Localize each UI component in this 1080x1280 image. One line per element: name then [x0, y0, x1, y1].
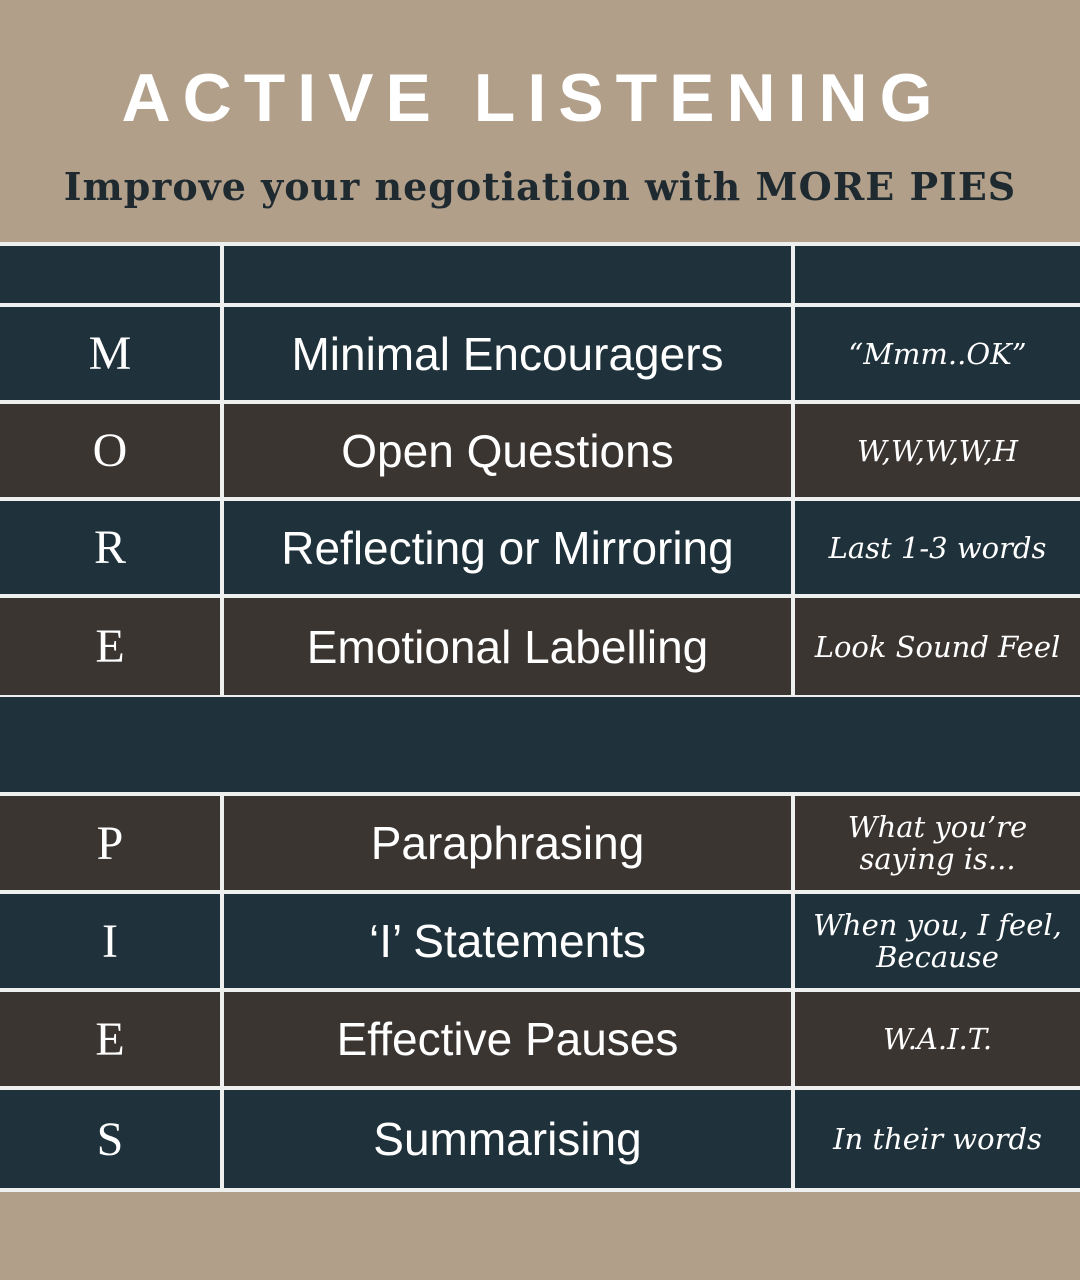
row-hint-cell	[795, 598, 1080, 695]
row-term: Paraphrasing	[370, 817, 645, 869]
row-hint-cell	[795, 404, 1080, 497]
row-letter-cell	[0, 501, 220, 594]
row-letter: S	[96, 1112, 124, 1166]
row-letter-cell	[0, 307, 220, 400]
row-term: Open Questions	[341, 424, 674, 477]
row-letter: E	[95, 1012, 125, 1066]
row-term-cell	[224, 796, 791, 890]
table-row-e2	[0, 992, 1080, 1086]
footer-band	[0, 1192, 1080, 1280]
row-term-cell	[224, 404, 791, 497]
row-hint-cell	[795, 894, 1080, 988]
row-term-cell	[224, 1090, 791, 1188]
row-letter: E	[95, 620, 125, 673]
row-letter: I	[102, 914, 118, 968]
table-row-s	[0, 1090, 1080, 1188]
row-term-cell	[224, 501, 791, 594]
row-hint-cell	[795, 992, 1080, 1086]
header-row	[0, 246, 1080, 303]
row-term: Effective Pauses	[336, 1013, 679, 1065]
row-hint: Look Sound Feel	[814, 629, 1061, 664]
row-letter-cell	[0, 404, 220, 497]
row-letter-cell	[0, 894, 220, 988]
page-subtitle: Improve your negotiation with MORE PIES	[63, 164, 1017, 209]
row-term-cell	[224, 894, 791, 988]
separator-band	[0, 697, 1080, 792]
row-term-cell	[224, 992, 791, 1086]
table-row-i	[0, 894, 1080, 988]
row-term-cell	[224, 598, 791, 695]
table-row-o	[0, 404, 1080, 497]
row-letter: O	[92, 424, 128, 477]
row-hint-cell	[795, 307, 1080, 400]
row-hint: In their words	[833, 1122, 1042, 1156]
row-letter-cell	[0, 1090, 220, 1188]
row-hint-cell	[795, 796, 1080, 890]
table-row-r	[0, 501, 1080, 594]
row-letter-cell	[0, 598, 220, 695]
header-cell-term	[224, 246, 791, 303]
row-term: Minimal Encouragers	[291, 327, 724, 380]
header-cell-letter	[0, 246, 220, 303]
row-hint: Last 1-3 words	[828, 530, 1047, 565]
row-letter: P	[96, 816, 124, 870]
table-row-p	[0, 796, 1080, 890]
row-hint: W,W,W,W,H	[856, 433, 1019, 468]
row-letter-cell	[0, 796, 220, 890]
row-hint-cell	[795, 501, 1080, 594]
header-cell-hint	[795, 246, 1080, 303]
page-title: ACTIVE LISTENING	[121, 60, 945, 136]
row-term: ‘I’ Statements	[369, 915, 646, 967]
row-hint: What you’re saying is...	[847, 810, 1028, 876]
row-hint: W.A.I.T.	[882, 1022, 993, 1056]
row-hint-cell	[795, 1090, 1080, 1188]
row-hint: “Mmm..OK”	[848, 336, 1027, 371]
table-row-e	[0, 598, 1080, 695]
row-letter: M	[88, 327, 132, 380]
table-row-m	[0, 307, 1080, 400]
row-term-cell	[224, 307, 791, 400]
row-hint: When you, I feel, Because	[813, 908, 1062, 974]
row-term: Summarising	[373, 1113, 642, 1165]
row-letter: R	[93, 521, 126, 574]
row-term: Emotional Labelling	[306, 620, 709, 673]
more-pies-table	[0, 242, 1080, 1192]
row-term: Reflecting or Mirroring	[281, 521, 734, 574]
row-letter-cell	[0, 992, 220, 1086]
